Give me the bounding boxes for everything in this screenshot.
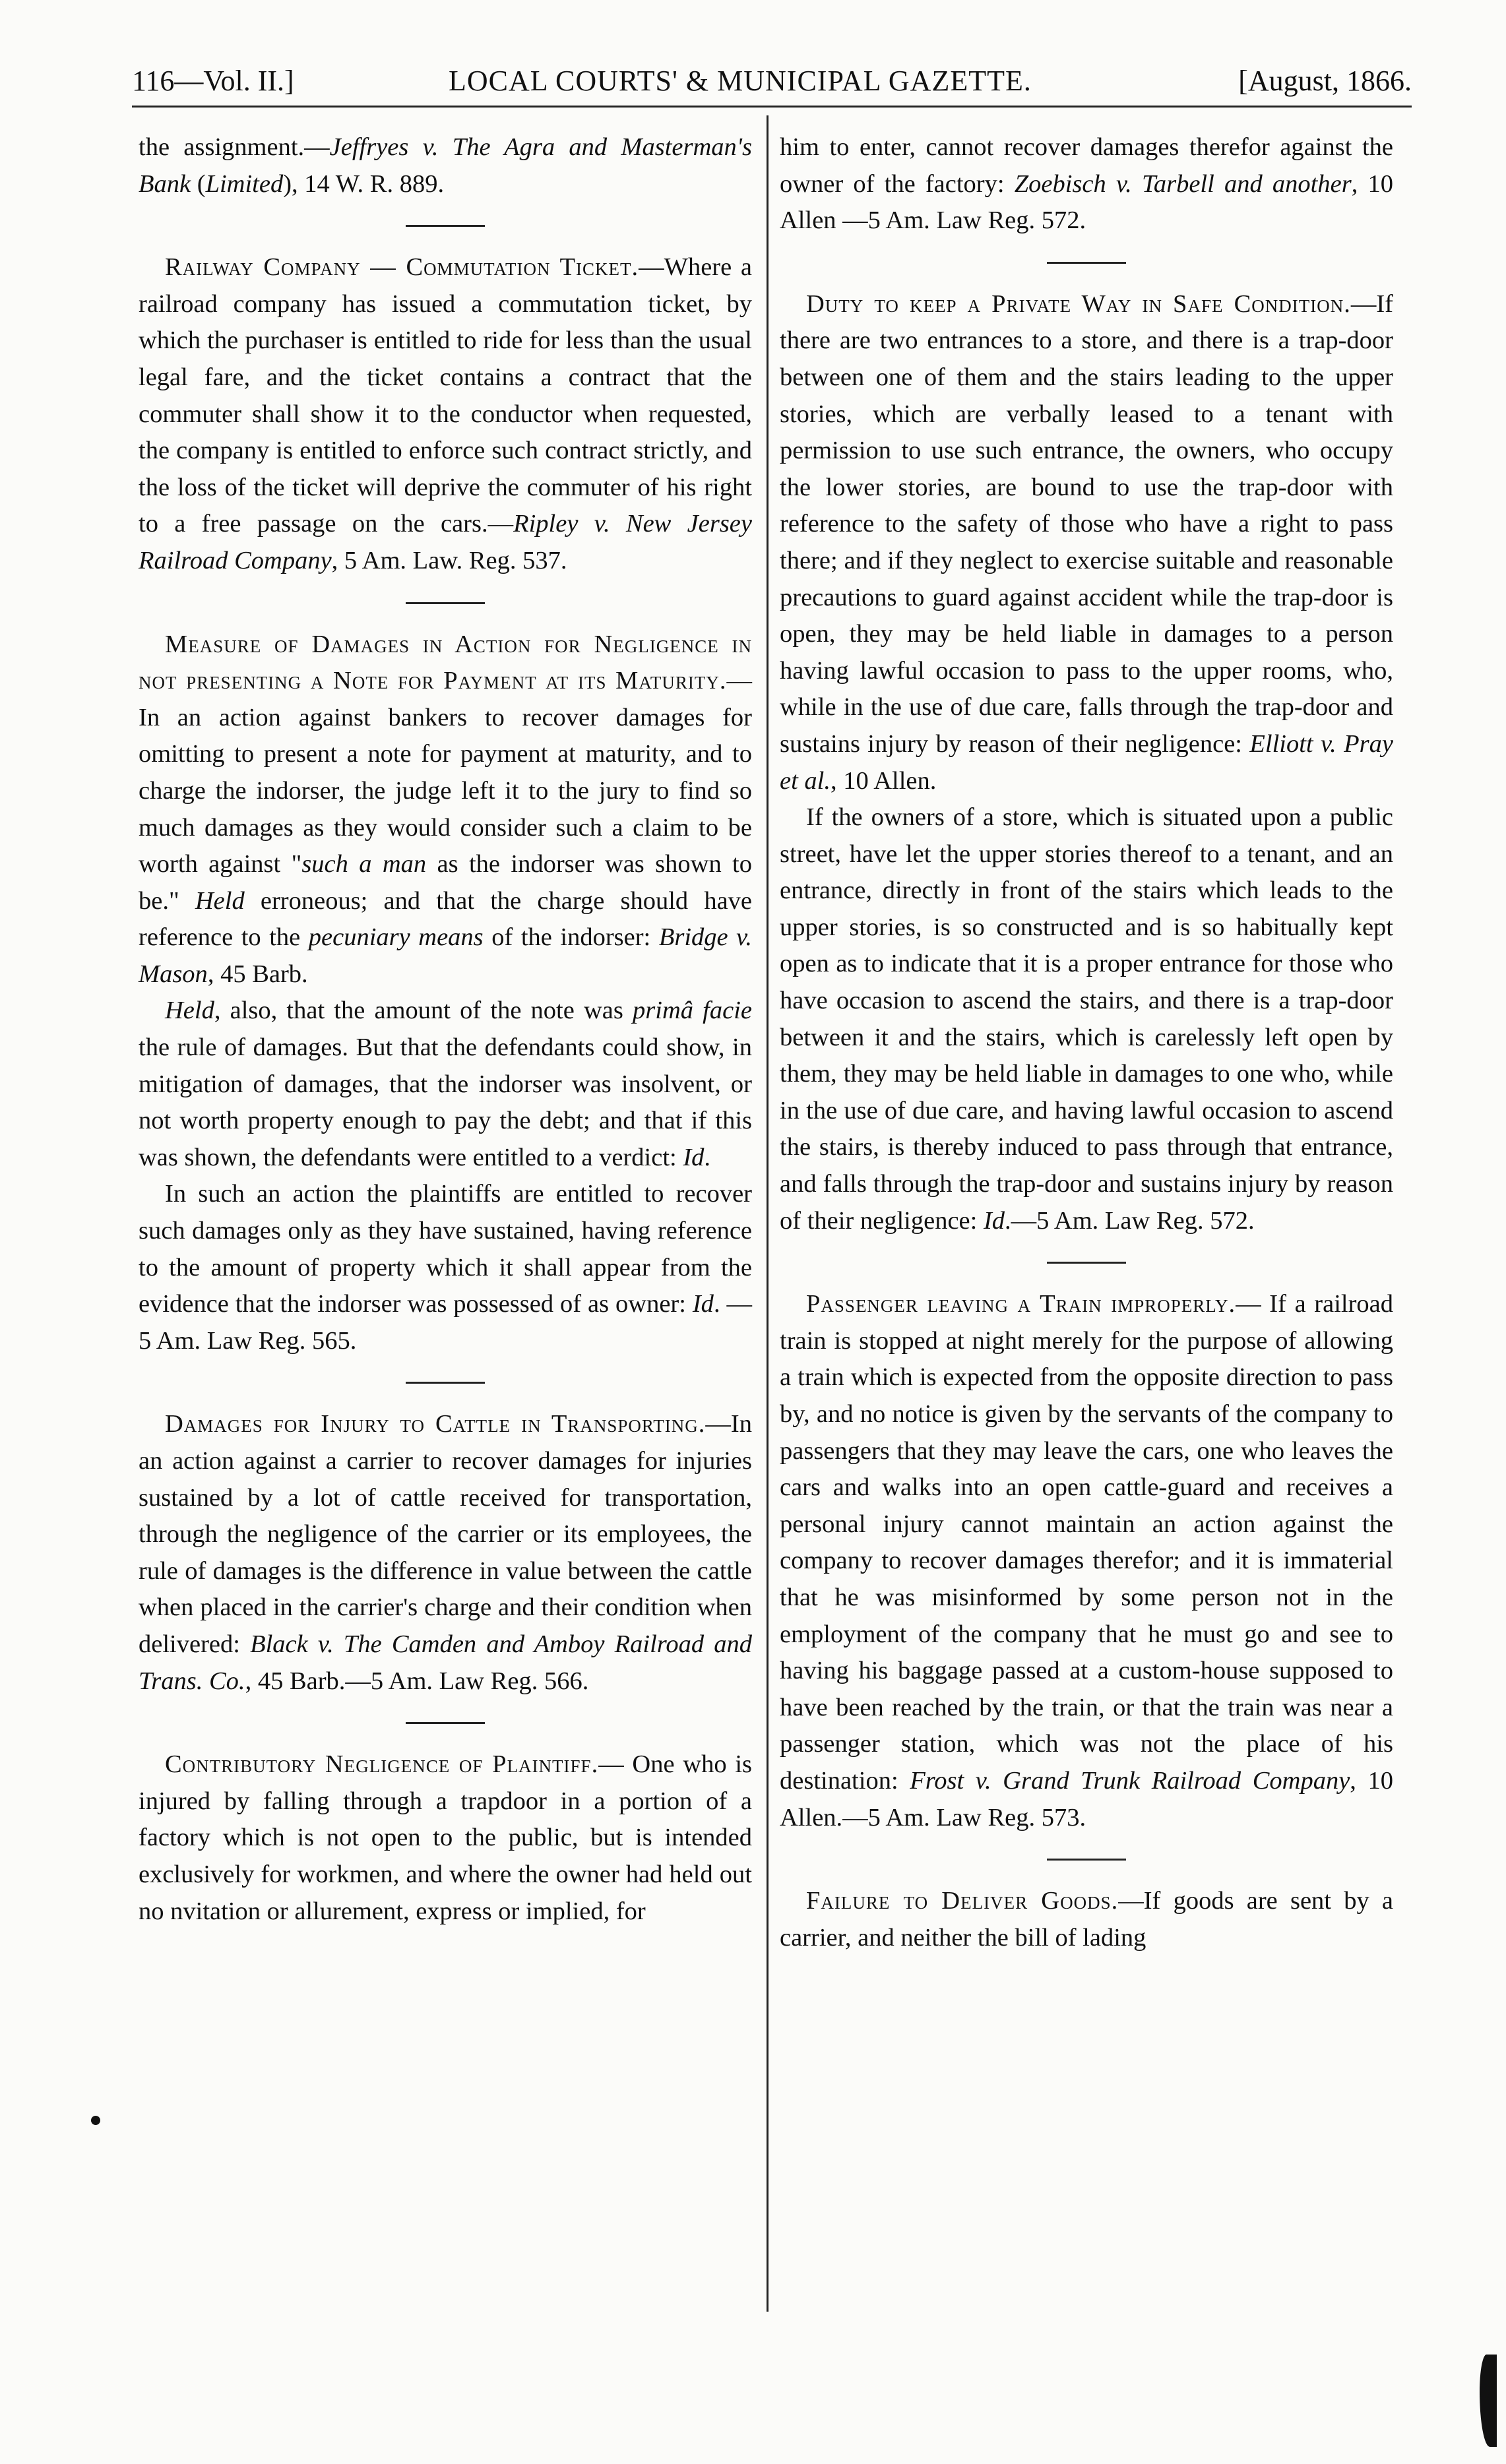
- text: erroneous; and that the charge should have reference to the: [139, 886, 752, 952]
- text: —Where a railroad company has issued a commutation ticket, by which the purchaser is entitled to ride for less than the usual legal fare, and the ticket contains a contract that the commuter shall show it to the conductor when requested, the company is entitled to enforce such contract strictly, and the loss of the ticket will deprive the commuter of his right to a free passage on the cars.—: [139, 253, 752, 538]
- text: —In an action against bankers to recover damages for omitting to present a note for payment at maturity, and to charge the indorser, the judge left it to the jury to find so much damages as they would consider such a claim to be worth against ": [139, 667, 752, 878]
- page-header: [132, 58, 1412, 104]
- case-citation: Zoebisch v. Tarbell and another: [1014, 169, 1352, 198]
- text: , 45 Barb.: [207, 960, 308, 988]
- text: .: [704, 1143, 711, 1171]
- text-italic: Held: [195, 886, 245, 915]
- header-publication-title: LOCAL COURTS' & MUNICIPAL GAZETTE.: [449, 65, 1032, 97]
- text: —If goods are sent by a carrier, and neither the bill of lading: [780, 1887, 1393, 1952]
- text: —If there are two entrances to a store, and there is a trap-door between one of them and the stairs leading to the upper stories, which are verbally leased to a tenant with permission to use such entrance, the owners, who occupy the lower stories, are bound to use the trap-door with reference to the safety of those who have a right to pass there; and if they neglect to exercise suitable and reasonable precautions to guard against accident while the trap-door is open, they may be held liable in damages to a person having lawful occasion to pass to the upper rooms, who, while in the use of due care, falls through the trap-door and sustains injury by reason of their negligence:: [780, 290, 1393, 758]
- text: — If a railroad train is stopped at night merely for the purpose of allowing a train which is expected from the opposite direction to pass by, and no notice is given by the servants of the company to passengers that they may leave the cars, one who leaves the cars and walks into an open cattle-guard and receives a personal injury cannot maintain an action against the company to recover damages therefor; and it is immaterial that he was misinformed by some person not in the employment of the company that he must go and see to having his baggage passed at a custom-house supposed to have been reached by the train, or that the train was near a passenger station, which was not the place of his destination:: [780, 1290, 1393, 1795]
- private-way-section: [780, 286, 1393, 799]
- text: , 10 Allen —5 Am. Law Reg. 572.: [780, 169, 1394, 235]
- case-citation: Frost v. Grand Trunk Railroad Company: [910, 1766, 1350, 1795]
- header-page-volume: 116—Vol. II.]: [132, 65, 294, 97]
- column-divider: [767, 115, 769, 2312]
- section-separator: [406, 602, 485, 604]
- passenger-leaving-train-section: [780, 1286, 1393, 1836]
- case-citation: Ripley v. New Jersey Railroad Company: [139, 510, 752, 574]
- text-italic: such a man: [301, 850, 427, 878]
- section-separator: [1047, 262, 1126, 264]
- text: .—5 Am. Law Reg. 572.: [1005, 1206, 1255, 1235]
- text: If the owners of a store, which is situated upon a public street, have let the upper stories thereof to a tenant, and an entrance, directly in front of the stairs which leads to the upper stories, is so constructed and is so habitually kept open as to indicate that it is a proper entrance for those who have occasion to ascend the stairs, and there is a trap-door between it and the stairs, which is carelessly left open by them, they may be held liable in damages to one who, while in the use of due care, and having lawful occasion to ascend the stairs, is thereby induced to pass through that entrance, and falls through the trap-door and sustains injury by reason of their negligence:: [780, 803, 1393, 1235]
- text: , 5 Am. Law. Reg. 537.: [331, 546, 567, 574]
- assignment-ending: [139, 129, 752, 202]
- text: ), 14 W. R. 889.: [283, 169, 445, 198]
- failure-to-deliver-section: [780, 1883, 1393, 1956]
- text-italic: pecuniary means: [308, 923, 484, 952]
- railway-commutation-section: [139, 249, 752, 579]
- text: , 45 Barb.—5 Am. Law Reg. 566.: [245, 1667, 589, 1695]
- text: of the indorser:: [483, 923, 659, 952]
- header-date: [August, 1866.: [1238, 65, 1412, 97]
- section-separator: [406, 1722, 485, 1724]
- text: , 10 Allen.: [830, 766, 937, 795]
- such-action-paragraph: [139, 1176, 752, 1359]
- text: (: [191, 169, 206, 198]
- text: the rule of damages. But that the defendants could show, in mitigation of damages, that the indorser was insolvent, or not worth property enough to pay the debt; and that if this was shown, the defendants were entitled to a verdict:: [139, 1033, 752, 1171]
- held-also-paragraph: [139, 993, 752, 1176]
- text-italic: primâ facie: [633, 997, 752, 1025]
- text: , also, that the amount of the note was: [214, 997, 633, 1025]
- text-italic: Limited: [205, 169, 284, 198]
- section-separator: [406, 1382, 485, 1384]
- section-heading: Measure of Damages in Action for Negligence in not presenting a Note for Payment at its Maturity.: [139, 630, 752, 695]
- section-separator: [406, 225, 485, 227]
- right-column: [780, 129, 1393, 1956]
- section-heading: Contributory Negligence of Plaintiff.: [165, 1750, 599, 1779]
- case-citation: Jeffryes v. The Agra and Masterman's Bank: [139, 133, 752, 198]
- text: In such an action the plaintiffs are entitled to recover such damages only as they have sustained, having reference to the amount of property which it shall appear from the evidence that the indorser was possessed of as owner:: [139, 1180, 752, 1318]
- text: —In an action against a carrier to recover damages for injuries sustained by a lot of cattle received for transportation, through the negligence of the carrier or its employees, the rule of damages is the difference in value between the cattle when placed in the carrier's charge and their condition when delivered:: [139, 1410, 752, 1658]
- text: him to enter, cannot recover damages therefor against the owner of the factory:: [780, 133, 1393, 198]
- header-rule: [132, 106, 1412, 108]
- measure-of-damages-section: [139, 627, 752, 993]
- section-heading: Failure to Deliver Goods.: [806, 1887, 1119, 1915]
- section-separator: [1047, 1262, 1126, 1264]
- text-italic: Held: [165, 997, 214, 1025]
- section-separator: [1047, 1859, 1126, 1861]
- case-citation: Bridge v. Mason: [139, 923, 752, 988]
- cattle-damages-section: [139, 1406, 752, 1700]
- text: , 10 Allen.—5 Am. Law Reg. 573.: [780, 1766, 1393, 1832]
- left-column: [139, 129, 752, 1930]
- page-edge-shadow: [1480, 2355, 1497, 2447]
- text: . —5 Am. Law Reg. 565.: [139, 1290, 752, 1355]
- text-italic: Id: [683, 1143, 705, 1171]
- case-citation: Black v. The Camden and Amboy Railroad and Trans. Co.: [139, 1630, 752, 1695]
- contributory-negligence-continued: [780, 129, 1393, 239]
- section-heading: Passenger leaving a Train improperly.: [806, 1290, 1236, 1318]
- text-italic: Id: [692, 1290, 714, 1318]
- text-italic: Id: [983, 1206, 1005, 1235]
- section-heading: Railway Company — Commutation Ticket.: [165, 253, 639, 282]
- text: the assignment.—: [139, 133, 330, 161]
- section-heading: Duty to keep a Private Way in Safe Condition.: [806, 290, 1351, 318]
- contributory-negligence-section: [139, 1746, 752, 1930]
- ink-blot: [91, 2116, 100, 2125]
- text: — One who is injured by falling through a trapdoor in a portion of a factory which is not open to the public, but is intended exclusively for workmen, and where the owner had held out no nvitation or allurement, express or implied, for: [139, 1750, 753, 1925]
- store-owners-paragraph: [780, 799, 1393, 1239]
- section-heading: Damages for Injury to Cattle in Transporting.: [165, 1410, 706, 1438]
- case-citation: Elliott v. Pray et al.: [780, 729, 1393, 795]
- text: as the indorser was shown to be.": [139, 850, 753, 915]
